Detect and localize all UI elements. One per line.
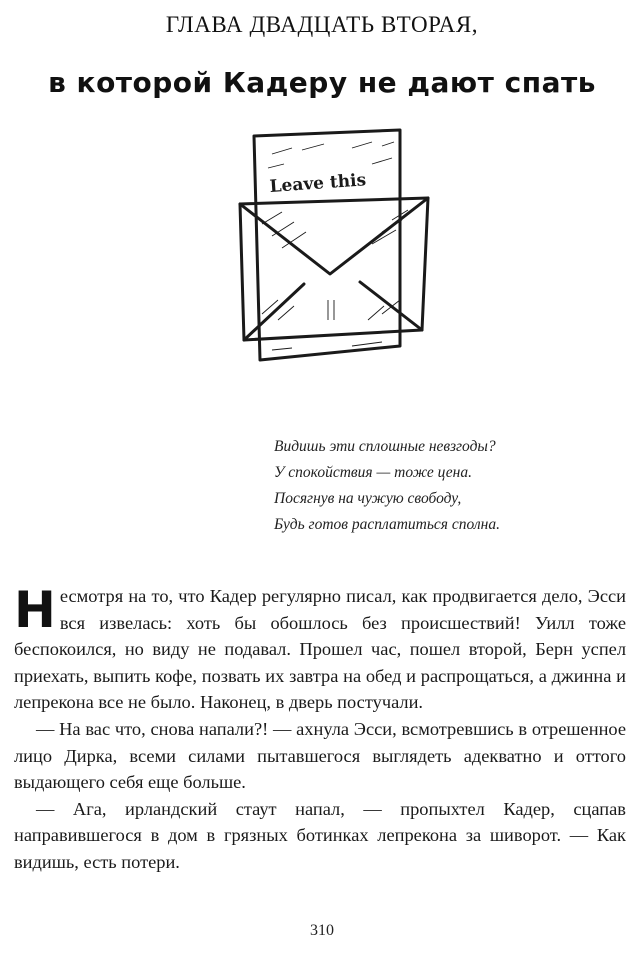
- paragraph-text: есмотря на то, что Кадер регулярно писал, как продвигается дело, Эсси вся извелась: хоть бы обошлось без происшествий! Уилл тоже беспокоился, но виду не подавал. Прошел час, пошел второй, Берн успел приехать, выпить кофе, позвать их завтра на обед и распрощаться, а джинна и лепрекона все не было. Наконец, в дверь постучали.: [14, 586, 626, 713]
- letter-text: Leave this: [268, 170, 367, 197]
- epigraph-line: Посягнув на чужую свободу,: [274, 490, 462, 507]
- page-number: 310: [310, 922, 334, 939]
- epigraph: [274, 434, 604, 538]
- epigraph-line: Будь готов расплатиться сполна.: [274, 516, 500, 533]
- drop-cap: Н: [14, 581, 56, 639]
- epigraph-line: Видишь эти сплошные невзгоды?: [274, 438, 496, 455]
- envelope-with-letter-icon: [232, 124, 432, 376]
- chapter-title: ГЛАВА ДВАДЦАТЬ ВТОРАЯ,: [165, 12, 479, 37]
- epigraph-line: У спокойствия — тоже цена.: [274, 464, 472, 481]
- paragraph: [14, 583, 626, 716]
- chapter-subtitle: в которой Кадеру не дают спать: [48, 66, 596, 99]
- body-text: [14, 583, 626, 876]
- paragraph: — Ага, ирландский стаут напал, — пропыхтел Кадер, сцапав направившегося в дом в грязных ботинках лепрекона за шиворот. — Как видишь, есть потери.: [14, 798, 626, 872]
- paragraph: — На вас что, снова напали?! — ахнула Эсси, всмотревшись в отрешенное лицо Дирка, всеми силами пытавшегося выглядеть адекватно и оттого выдающего себя еще больше.: [14, 718, 626, 793]
